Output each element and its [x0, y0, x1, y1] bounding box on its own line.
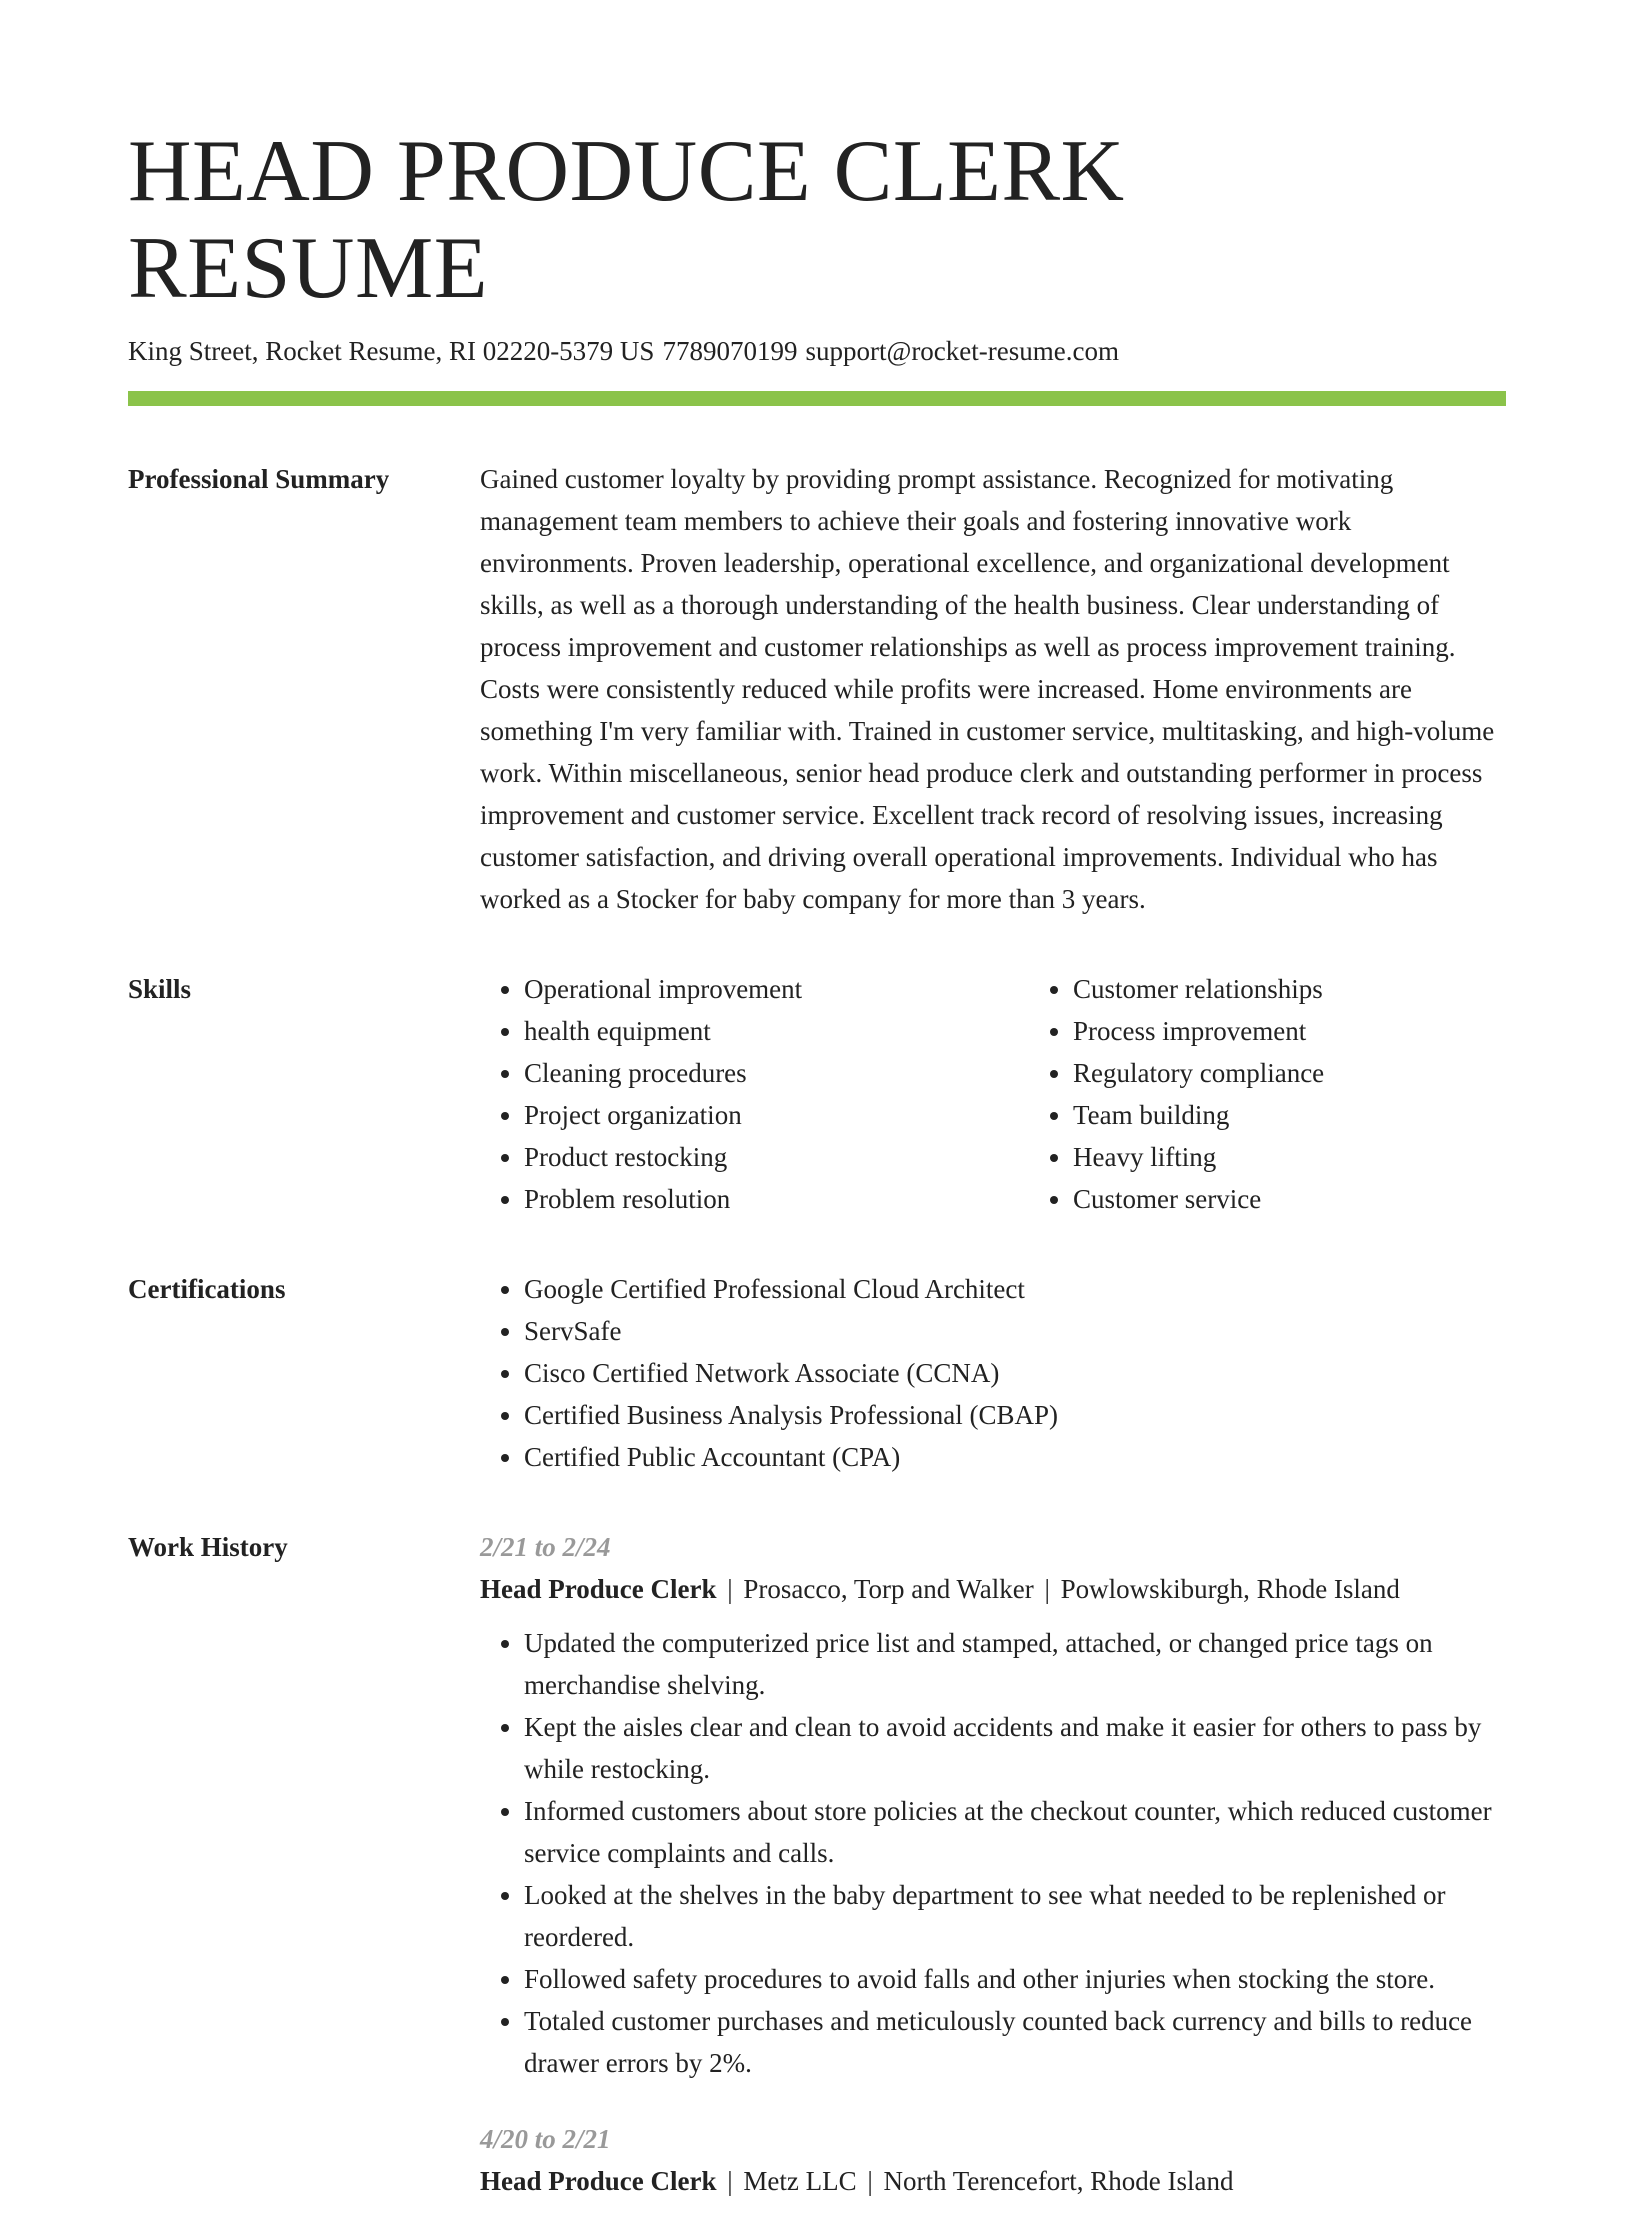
skill-item: • Process improvement [1073, 1010, 1578, 1052]
job-title: Head Produce Clerk [480, 2165, 717, 2196]
certification-item: • Certified Public Accountant (CPA) [524, 1436, 1506, 1478]
contact-line [128, 334, 1506, 369]
job-bullets [480, 1622, 1506, 2084]
skills-list-left [480, 968, 1029, 1220]
skills-label: Skills [128, 973, 192, 1004]
contact-phone: 7789070199 [662, 335, 798, 366]
certifications-list [480, 1268, 1506, 1478]
summary-text: Gained customer loyalty by providing prompt assistance. Recognized for motivating management team members to achieve their goals and fostering innovative work environments. Proven leadership, operational excellence, and organizational development skills, as well as a thorough understanding of the health business. Clear understanding of process improvement and customer relationships as well as process improvement training. Costs were consistently reduced while profits were increased. Home environments are something I'm very familiar with. Trained in customer service, multitasking, and high-volume work. Within miscellaneous, senior head produce clerk and outstanding performer in process improvement and customer service. Excellent track record of resolving issues, increasing customer satisfaction, and driving overall operational improvements. Individual who has worked as a Stocker for baby company for more than 3 years. [480, 463, 1495, 914]
job-location: North Terencefort, Rhode Island [883, 2165, 1234, 2196]
skills-list-right [1029, 968, 1578, 1220]
separator: | [727, 1573, 733, 1604]
certification-item: • Certified Business Analysis Professional (CBAP) [524, 1394, 1506, 1436]
summary-section [128, 458, 1506, 920]
skill-item: • Project organization [524, 1094, 1029, 1136]
header-divider [128, 391, 1506, 406]
job-entry [480, 1526, 1506, 2084]
job-entry [480, 2118, 1506, 2202]
separator: | [727, 2165, 733, 2196]
job-heading [480, 2160, 1506, 2202]
job-bullet: • Updated the computerized price list and stamped, attached, or changed price tags on merchandise shelving. [524, 1622, 1506, 1706]
skill-item: • Regulatory compliance [1073, 1052, 1578, 1094]
contact-email: support@rocket-resume.com [805, 335, 1119, 366]
summary-label: Professional Summary [128, 463, 390, 494]
resume-page [128, 112, 1506, 2236]
certification-item: • Google Certified Professional Cloud Architect [524, 1268, 1506, 1310]
job-title: Head Produce Clerk [480, 1573, 717, 1604]
job-bullet: • Totaled customer purchases and meticulously counted back currency and bills to reduce drawer errors by 2%. [524, 2000, 1506, 2084]
skill-item: • Problem resolution [524, 1178, 1029, 1220]
certification-item: • Cisco Certified Network Associate (CCNA) [524, 1352, 1506, 1394]
skill-item: • Operational improvement [524, 968, 1029, 1010]
job-bullet: • Kept the aisles clear and clean to avoid accidents and make it easier for others to pass by while restocking. [524, 1706, 1506, 1790]
skill-item: • Team building [1073, 1094, 1578, 1136]
job-location: Powlowskiburgh, Rhode Island [1060, 1573, 1400, 1604]
certifications-section [128, 1268, 1506, 1478]
skills-section [128, 968, 1506, 1220]
skill-item: • Cleaning procedures [524, 1052, 1029, 1094]
job-dates: 4/20 to 2/21 [480, 2123, 611, 2154]
certification-item: • ServSafe [524, 1310, 1506, 1352]
job-company: Metz LLC [743, 2165, 857, 2196]
skill-item: • Customer service [1073, 1178, 1578, 1220]
skill-item: • health equipment [524, 1010, 1029, 1052]
resume-title: HEAD PRODUCE CLERK RESUME [128, 123, 1125, 317]
job-bullet: • Informed customers about store policies at the checkout counter, which reduced customer service complaints and calls. [524, 1790, 1506, 1874]
skill-item: • Product restocking [524, 1136, 1029, 1178]
certifications-label: Certifications [128, 1273, 286, 1304]
skill-item: • Customer relationships [1073, 968, 1578, 1010]
skill-item: • Heavy lifting [1073, 1136, 1578, 1178]
separator: | [867, 2165, 873, 2196]
work-history-section [128, 1526, 1506, 2236]
job-bullet: • Followed safety procedures to avoid falls and other injuries when stocking the store. [524, 1958, 1506, 2000]
job-dates: 2/21 to 2/24 [480, 1531, 611, 1562]
separator: | [1044, 1573, 1050, 1604]
work-history-label: Work History [128, 1531, 288, 1562]
job-company: Prosacco, Torp and Walker [743, 1573, 1034, 1604]
contact-address: King Street, Rocket Resume, RI 02220-5379 US [128, 335, 655, 366]
job-bullet: • Looked at the shelves in the baby department to see what needed to be replenished or reordered. [524, 1874, 1506, 1958]
job-heading [480, 1568, 1506, 1610]
